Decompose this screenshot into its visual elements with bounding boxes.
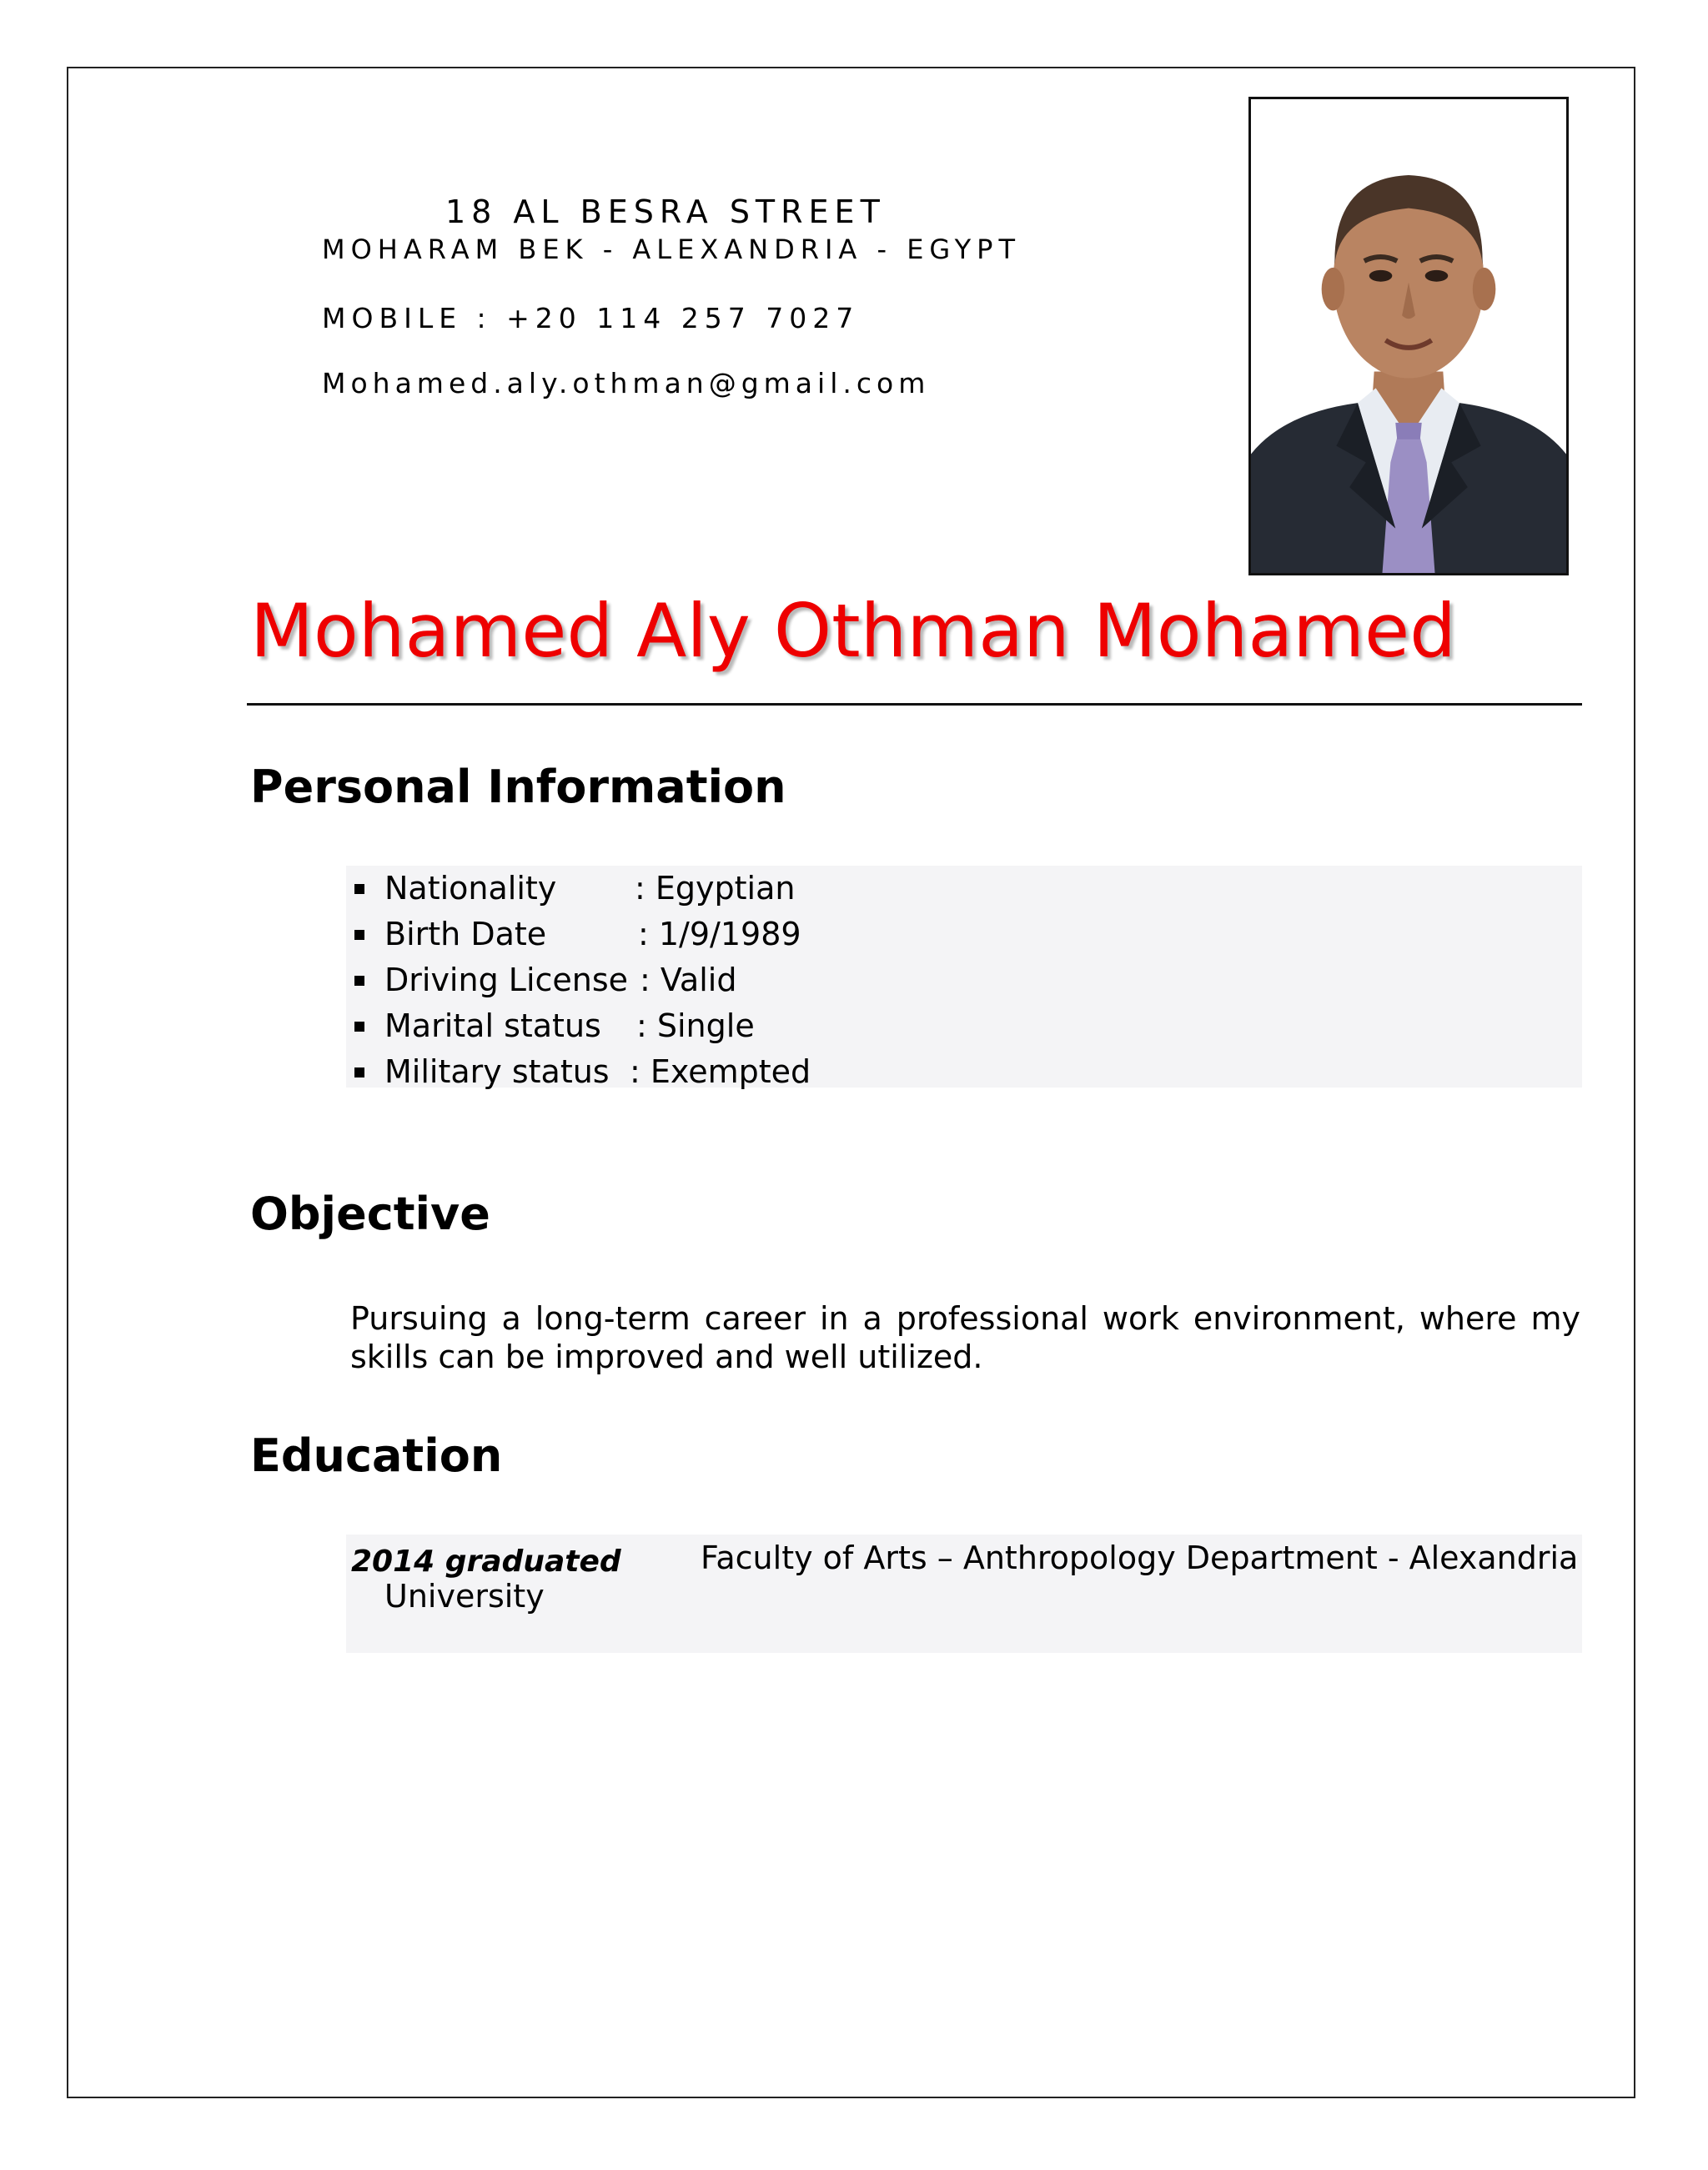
profile-photo bbox=[1248, 97, 1569, 575]
square-bullet-icon bbox=[354, 930, 364, 940]
square-bullet-icon bbox=[354, 976, 364, 986]
info-item-military-status bbox=[346, 1049, 1582, 1095]
square-bullet-icon bbox=[354, 884, 364, 894]
info-value: : 1/9/1989 bbox=[638, 916, 801, 952]
email-address: Mohamed.aly.othman@gmail.com bbox=[322, 367, 931, 399]
education-institution-cont: University bbox=[384, 1578, 545, 1615]
graduation-year: 2014 graduated bbox=[351, 1545, 621, 1579]
personal-info-list bbox=[346, 866, 1582, 1095]
education-box bbox=[346, 1535, 1582, 1653]
info-label: Nationality bbox=[384, 870, 557, 907]
info-value: : Valid bbox=[640, 962, 737, 998]
info-item-marital-status bbox=[346, 1003, 1582, 1049]
objective-text: Pursuing a long-term career in a professional work environment, where my skills can be improved and well utilized. bbox=[350, 1300, 1580, 1375]
info-label: Birth Date bbox=[384, 916, 547, 952]
square-bullet-icon bbox=[354, 1022, 364, 1032]
full-name: Mohamed Aly Othman Mohamed bbox=[250, 588, 1456, 674]
personal-information-heading: Personal Information bbox=[250, 761, 786, 813]
education-heading: Education bbox=[250, 1429, 503, 1482]
info-item-birth-date bbox=[346, 912, 1582, 957]
square-bullet-icon bbox=[354, 1067, 364, 1077]
info-label: Driving License bbox=[384, 962, 629, 998]
objective-heading: Objective bbox=[250, 1188, 490, 1240]
mobile-number: MOBILE : +20 114 257 7027 bbox=[322, 302, 860, 334]
info-item-driving-license bbox=[346, 957, 1582, 1003]
address-line-2: MOHARAM BEK - ALEXANDRIA - EGYPT bbox=[322, 234, 1021, 265]
info-value: : Exempted bbox=[630, 1053, 811, 1090]
address-line-1: 18 AL BESRA STREET bbox=[445, 193, 886, 230]
info-label: Military status bbox=[384, 1053, 610, 1090]
info-value: : Egyptian bbox=[635, 870, 796, 907]
info-value: : Single bbox=[636, 1007, 755, 1044]
education-institution: Faculty of Arts – Anthropology Department - Alexandria bbox=[701, 1540, 1579, 1576]
name-divider bbox=[247, 703, 1582, 706]
personal-info-box bbox=[346, 866, 1582, 1088]
info-item-nationality bbox=[346, 866, 1582, 912]
info-label: Marital status bbox=[384, 1007, 601, 1044]
